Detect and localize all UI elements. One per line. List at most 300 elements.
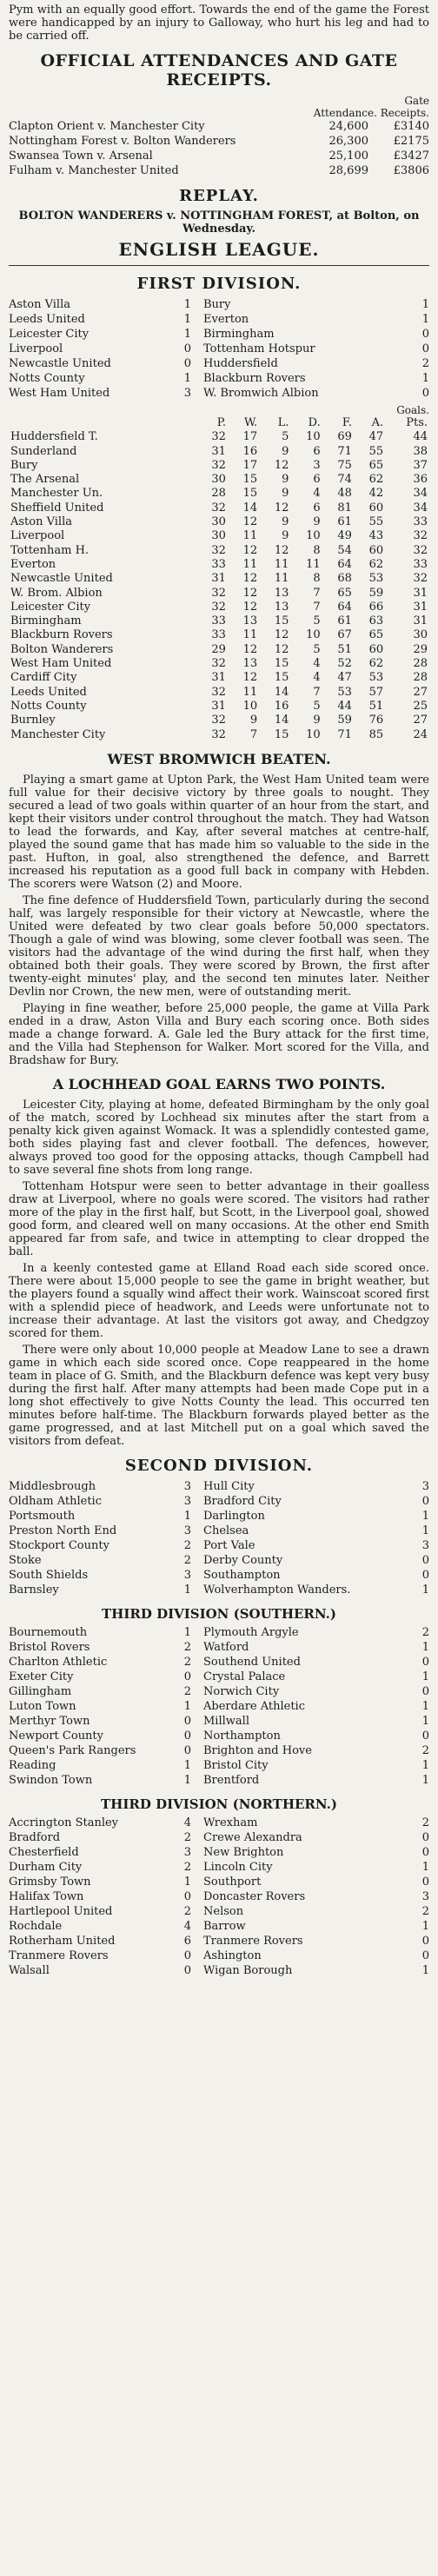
home-team: Charlton Athletic (9, 1655, 108, 1669)
table-cell: 75 (337, 458, 352, 472)
table-cell: 5 (313, 614, 321, 628)
table-cell: 11 (242, 628, 258, 642)
table-cell: 43 (368, 529, 384, 543)
home-team: Chesterfield (9, 1845, 79, 1859)
away-score: 0 (421, 342, 429, 355)
home-team: Walsall (9, 1963, 50, 1977)
table-cell: 65 (368, 628, 384, 642)
away-team: Ashington (203, 1949, 262, 1962)
away-team: Blackburn Rovers (203, 372, 306, 385)
table-cell: 62 (368, 557, 384, 571)
second-division-fixtures (9, 1479, 429, 1597)
away-team: W. Bromwich Albion (203, 387, 319, 400)
table-cell: 48 (337, 487, 352, 501)
home-score: 4 (183, 1919, 191, 1933)
first-division-fixtures (9, 297, 429, 401)
table-cell: 4 (313, 671, 321, 685)
table-cell: 33 (413, 557, 428, 571)
table-cell: 15 (274, 727, 289, 741)
wba-report (9, 773, 429, 1067)
away-score: 1 (421, 1860, 429, 1874)
home-score: 0 (183, 357, 191, 370)
away-score: 0 (421, 1684, 429, 1698)
home-team: Exeter City (9, 1670, 74, 1683)
away-score: 1 (421, 1963, 429, 1977)
table-cell: 32 (211, 685, 226, 699)
table-cell: 76 (368, 714, 384, 727)
fixture-row (9, 1845, 429, 1860)
table-cell: 9 (282, 487, 289, 501)
table-cell: 7 (313, 600, 321, 614)
home-score: 2 (183, 1904, 191, 1918)
table-row (9, 628, 429, 642)
table-cell: 34 (413, 487, 428, 501)
home-score: 2 (183, 1830, 191, 1844)
fixture-row (9, 1729, 429, 1743)
away-score: 1 (421, 1640, 429, 1654)
away-team: Doncaster Rovers (203, 1889, 306, 1903)
table-cell: 8 (313, 543, 321, 557)
gate-receipts: £3427 (393, 149, 429, 163)
away-score: 1 (421, 1583, 429, 1597)
away-team: Tottenham Hotspur (203, 342, 315, 355)
fixture-row (9, 1714, 429, 1729)
table-cell: 53 (368, 572, 384, 586)
table-team: Manchester City (10, 727, 106, 741)
away-team: Nelson (203, 1904, 244, 1918)
away-team: Wigan Borough (203, 1963, 293, 1977)
attendance-row (9, 134, 429, 149)
table-cell: 32 (413, 543, 428, 557)
fixture-row (9, 1919, 429, 1934)
home-score: 2 (183, 1553, 191, 1567)
home-score: 1 (183, 1875, 191, 1889)
home-score: 1 (183, 328, 191, 341)
table-cell: 15 (242, 487, 258, 501)
table-cell: 61 (337, 515, 352, 529)
league-table (9, 416, 429, 742)
home-score: 1 (183, 298, 191, 311)
table-cell: 33 (211, 557, 226, 571)
home-score: 1 (183, 1758, 191, 1772)
away-team: Derby County (203, 1553, 283, 1567)
table-cell: 12 (242, 586, 258, 600)
table-cell: 31 (413, 586, 428, 600)
away-score: 0 (421, 1494, 429, 1508)
table-cell: 42 (368, 487, 384, 501)
home-team: Luton Town (9, 1699, 76, 1713)
table-cell: 64 (337, 557, 352, 571)
table-cell: 9 (313, 515, 321, 529)
fixture-row (9, 1538, 429, 1553)
home-score: 3 (183, 387, 191, 400)
home-score: 0 (183, 342, 191, 355)
fixture-row (9, 1743, 429, 1758)
table-cell: 36 (413, 473, 428, 487)
home-team: Rochdale (9, 1919, 63, 1933)
table-cell: 14 (274, 714, 289, 727)
table-cell: 12 (242, 515, 258, 529)
table-team: The Arsenal (10, 473, 80, 487)
table-cell: 32 (211, 543, 226, 557)
table-column-header: W. (243, 416, 258, 429)
table-team: Blackburn Rovers (10, 628, 113, 642)
table-cell: 29 (211, 642, 226, 656)
table-cell: 32 (413, 529, 428, 543)
table-cell: 65 (368, 458, 384, 472)
away-score: 1 (421, 298, 429, 311)
table-cell: 34 (413, 501, 428, 515)
home-team: Accrington Stanley (9, 1816, 119, 1829)
table-cell: 24 (413, 727, 428, 741)
report-paragraph: Playing a smart game at Upton Park, the West Ham United team were full value for their decisive victory by three goals to nought. They secured a lead of two goals within quarter of an hour from the start, and kept their visitors under control throughout the match. They had Watson to lead the forwards, and Kay, after several matches at centre-half, played the sound game that has made him so valuable to the side in the past. Hufton, in goal, also strengthened the defence, and Barrett increased his reputation as a good full back in company with Hebden. The scorers were Watson (2) and Moore. (9, 773, 429, 891)
table-cell: 53 (368, 671, 384, 685)
away-score: 1 (421, 1758, 429, 1772)
gate-receipts: £3140 (393, 120, 429, 133)
table-cell: 66 (368, 600, 384, 614)
table-cell: 33 (211, 614, 226, 628)
first-division-title: FIRST DIVISION. (136, 275, 302, 293)
fixture-row (9, 1934, 429, 1949)
attendance-row (9, 163, 429, 178)
away-team: Brighton and Hove (203, 1743, 312, 1757)
table-column-header: A. (371, 416, 384, 429)
table-cell: 31 (211, 671, 226, 685)
report-paragraph: Leicester City, playing at home, defeated Birmingham by the only goal of the match, scored by Lochhead six minutes after the start from a penalty kick given against Womack. It was a splendidly contested game, both sides playing fast and clever football. The defences, however, always proved too good for the opposing attacks, though Campbell had to save several fine shots from long range. (9, 1098, 429, 1177)
home-score: 2 (183, 1538, 191, 1552)
attendance-list (9, 119, 429, 178)
table-team: Tottenham H. (10, 543, 90, 557)
fixture-row (9, 1655, 429, 1670)
away-score: 2 (421, 1743, 429, 1757)
replay-title: REPLAY. (179, 187, 259, 205)
table-cell: 44 (337, 699, 352, 713)
home-score: 3 (183, 1568, 191, 1582)
table-row (9, 572, 429, 586)
home-score: 2 (183, 1860, 191, 1874)
table-cell: 13 (274, 600, 289, 614)
table-column-header: D. (308, 416, 321, 429)
table-cell: 51 (368, 699, 384, 713)
attendance-receipts-label: Attendance. Receipts. (313, 107, 429, 119)
table-cell: 9 (249, 714, 258, 727)
table-cell: 51 (337, 642, 352, 656)
away-team: Northampton (203, 1729, 281, 1743)
home-team: West Ham United (9, 387, 110, 400)
away-score: 0 (421, 1934, 429, 1948)
table-cell: 60 (368, 543, 384, 557)
table-cell: 74 (337, 473, 352, 487)
table-cell: 32 (211, 714, 226, 727)
fixture-row (9, 1904, 429, 1919)
home-score: 0 (183, 1889, 191, 1903)
table-cell: 55 (368, 515, 384, 529)
home-team: Oldham Athletic (9, 1494, 102, 1508)
table-column-header: L. (277, 416, 289, 429)
home-score: 6 (183, 1934, 191, 1948)
away-score: 0 (421, 1875, 429, 1889)
home-score: 0 (183, 1714, 191, 1728)
table-cell: 32 (211, 600, 226, 614)
lead-paragraph: Pym with an equally good effort. Towards the end of the game the Forest were handicapped by an injury to Galloway, who hurt his leg and had to be carried off. (9, 3, 429, 43)
table-cell: 28 (211, 487, 226, 501)
home-team: Tranmere Rovers (9, 1949, 109, 1962)
away-score: 1 (421, 313, 429, 326)
league-table-header (9, 416, 429, 430)
table-cell: 12 (242, 572, 258, 586)
table-cell: 85 (368, 727, 384, 741)
home-team: Middlesbrough (9, 1479, 96, 1493)
table-cell: 37 (413, 458, 428, 472)
fixture-row (9, 1670, 429, 1684)
fixture-row (9, 1949, 429, 1963)
fixture-row (9, 342, 429, 356)
fixture-row (9, 1830, 429, 1845)
table-team: Notts County (10, 699, 87, 713)
attendance-count: 28,699 (328, 164, 368, 177)
table-cell: 69 (337, 430, 352, 444)
fixture-row (9, 297, 429, 312)
table-cell: 12 (242, 671, 258, 685)
table-cell: 4 (313, 657, 321, 671)
away-score: 0 (421, 1655, 429, 1669)
away-team: Aberdare Athletic (203, 1699, 305, 1713)
table-team: Bury (10, 458, 38, 472)
table-cell: 4 (313, 487, 321, 501)
table-column-header: Pts. (406, 416, 428, 429)
table-cell: 10 (242, 699, 258, 713)
table-cell: 71 (337, 727, 352, 741)
home-team: Rotherham United (9, 1934, 116, 1948)
table-cell: 9 (282, 473, 289, 487)
table-row (9, 671, 429, 685)
away-score: 1 (421, 1773, 429, 1787)
table-row (9, 459, 429, 473)
away-score: 3 (421, 1538, 429, 1552)
table-team: Leeds United (10, 685, 87, 699)
away-score: 2 (421, 1904, 429, 1918)
table-cell: 29 (413, 642, 428, 656)
home-team: Liverpool (9, 342, 63, 355)
table-row (9, 445, 429, 459)
table-cell: 3 (313, 458, 321, 472)
fixture-row (9, 1524, 429, 1538)
table-cell: 11 (242, 557, 258, 571)
table-cell: 38 (413, 444, 428, 458)
table-cell: 11 (242, 529, 258, 543)
table-cell: 30 (413, 628, 428, 642)
fixture-row (9, 1860, 429, 1875)
table-row (9, 700, 429, 714)
fixture-row (9, 1875, 429, 1889)
table-row (9, 686, 429, 700)
attendance-match: Fulham v. Manchester United (9, 164, 179, 177)
fixture-row (9, 1699, 429, 1714)
away-score: 0 (421, 1830, 429, 1844)
home-score: 0 (183, 1949, 191, 1962)
table-cell: 32 (211, 586, 226, 600)
home-team: Queen's Park Rangers (9, 1743, 136, 1757)
gate-label: Gate (404, 95, 429, 107)
home-team: Bournemouth (9, 1625, 88, 1639)
table-row (9, 515, 429, 529)
away-team: Darlington (203, 1509, 265, 1523)
away-score: 1 (421, 1714, 429, 1728)
home-team: Barnsley (9, 1583, 59, 1597)
table-cell: 53 (337, 685, 352, 699)
home-score: 3 (183, 1479, 191, 1493)
table-cell: 5 (313, 642, 321, 656)
home-team: Newcastle United (9, 357, 111, 370)
home-score: 1 (183, 1625, 191, 1639)
fixture-row (9, 1889, 429, 1904)
home-score: 1 (183, 1773, 191, 1787)
table-team: West Ham United (10, 657, 112, 671)
away-team: Plymouth Argyle (203, 1625, 299, 1639)
table-cell: 9 (313, 714, 321, 727)
table-cell: 12 (242, 642, 258, 656)
away-score: 0 (421, 1845, 429, 1859)
second-division-title: SECOND DIVISION. (124, 1456, 314, 1475)
table-cell: 65 (337, 586, 352, 600)
home-team: Halifax Town (9, 1889, 84, 1903)
table-cell: 47 (368, 430, 384, 444)
home-score: 3 (183, 1494, 191, 1508)
home-team: Bristol Rovers (9, 1640, 90, 1654)
table-cell: 60 (368, 642, 384, 656)
home-score: 1 (183, 372, 191, 385)
table-cell: 61 (337, 614, 352, 628)
table-team: Huddersfield T. (10, 430, 98, 444)
table-cell: 52 (337, 657, 352, 671)
table-team: W. Brom. Albion (10, 586, 103, 600)
table-cell: 32 (211, 657, 226, 671)
home-team: South Shields (9, 1568, 89, 1582)
table-row (9, 614, 429, 628)
table-cell: 15 (274, 671, 289, 685)
home-score: 2 (183, 1684, 191, 1698)
home-score: 2 (183, 1655, 191, 1669)
table-row (9, 728, 429, 742)
attendances-title: OFFICIAL ATTENDANCES AND GATE RECEIPTS. (40, 51, 398, 90)
away-team: Millwall (203, 1714, 249, 1728)
gate-receipts: £2175 (393, 135, 429, 148)
table-cell: 63 (368, 614, 384, 628)
away-score: 2 (421, 1816, 429, 1829)
third-south-title: THIRD DIVISION (SOUTHERN.) (102, 1605, 336, 1622)
report-paragraph: Tottenham Hotspur were seen to better advantage in their goalless draw at Liverpool, where no goals were scored. The visitors had rather more of the play in the first half, but Scott, in the Liverpool goal, showed good form, and cleared well on many occasions. At the other end Smith appeared far from safe, and twice in attempting to clear dropped the ball. (9, 1179, 429, 1258)
table-cell: 9 (282, 529, 289, 543)
table-cell: 57 (368, 685, 384, 699)
table-cell: 25 (413, 699, 428, 713)
table-cell: 12 (242, 543, 258, 557)
table-cell: 71 (337, 444, 352, 458)
away-score: 0 (421, 1949, 429, 1962)
attendance-match: Swansea Town v. Arsenal (9, 149, 153, 163)
home-team: Leeds United (9, 313, 85, 326)
attendance-match: Clapton Orient v. Manchester City (9, 120, 205, 133)
home-team: Portsmouth (9, 1509, 76, 1523)
table-cell: 14 (242, 501, 258, 515)
table-cell: 16 (242, 444, 258, 458)
fixture-row (9, 1963, 429, 1978)
table-cell: 12 (274, 501, 289, 515)
table-cell: 13 (242, 614, 258, 628)
away-score: 0 (421, 1553, 429, 1567)
away-score: 2 (421, 1625, 429, 1639)
fixture-row (9, 1773, 429, 1788)
table-cell: 17 (242, 458, 258, 472)
away-score: 2 (421, 357, 429, 370)
table-cell: 7 (313, 685, 321, 699)
table-cell: 10 (306, 529, 321, 543)
attendance-row (9, 149, 429, 163)
table-cell: 30 (211, 529, 226, 543)
table-team: Leicester City (10, 600, 91, 614)
away-score: 1 (421, 1919, 429, 1933)
report-paragraph: Playing in fine weather, before 25,000 people, the game at Villa Park ended in a draw, Aston Villa and Bury each scoring once. Both sides made a change forward. A. Gale led the Bury attack for the first time, and the Villa had Stephenson for Walker. Mort scored for the Villa, and Bradshaw for Bury. (9, 1001, 429, 1067)
away-score: 0 (421, 1568, 429, 1582)
table-cell: 11 (242, 685, 258, 699)
table-row (9, 529, 429, 543)
away-team: Bristol City (203, 1758, 269, 1772)
table-column-header: P. (216, 416, 226, 429)
table-cell: 9 (282, 444, 289, 458)
table-team: Newcastle United (10, 572, 113, 586)
table-cell: 31 (413, 614, 428, 628)
away-score: 1 (421, 372, 429, 385)
table-cell: 11 (274, 557, 289, 571)
report-paragraph: There were only about 10,000 people at Meadow Lane to see a drawn game in which each side scored once. Cope reappeared in the home team in place of G. Smith, and the Blackburn defence was kept very busy during the first half. After many attempts had been made Cope put in a long shot effectively to give Notts County the lead. This occurred ten minutes before half-time. The Blackburn forwards played better as the game progressed, and at last Mitchell put on a goal which saved the visitors from defeat. (9, 1343, 429, 1448)
away-score: 1 (421, 1509, 429, 1523)
table-cell: 55 (368, 444, 384, 458)
fixture-row (9, 1625, 429, 1640)
away-team: Lincoln City (203, 1860, 273, 1874)
fixture-row (9, 1494, 429, 1509)
table-cell: 12 (274, 628, 289, 642)
table-cell: 31 (413, 600, 428, 614)
table-cell: 8 (313, 572, 321, 586)
table-row (9, 473, 429, 487)
table-cell: 68 (337, 572, 352, 586)
fixture-row (9, 386, 429, 401)
table-team: Aston Villa (10, 515, 72, 529)
home-score: 0 (183, 1729, 191, 1743)
home-team: Hartlepool United (9, 1904, 113, 1918)
table-cell: 32 (211, 458, 226, 472)
home-team: Swindon Town (9, 1773, 93, 1787)
lochhead-title: A LOCHHEAD GOAL EARNS TWO POINTS. (52, 1075, 386, 1092)
away-team: Southampton (203, 1568, 281, 1582)
lochhead-report (9, 1099, 429, 1448)
table-cell: 9 (282, 515, 289, 529)
table-cell: 32 (211, 501, 226, 515)
table-cell: 33 (211, 628, 226, 642)
table-team: Everton (10, 557, 56, 571)
home-score: 4 (183, 1816, 191, 1829)
table-cell: 14 (274, 685, 289, 699)
fixture-row (9, 1816, 429, 1830)
home-team: Leicester City (9, 328, 90, 341)
fixture-row (9, 1583, 429, 1597)
fixture-row (9, 1640, 429, 1655)
home-team: Merthyr Town (9, 1714, 90, 1728)
table-team: Bolton Wanderers (10, 642, 114, 656)
table-cell: 7 (249, 727, 258, 741)
table-cell: 12 (274, 543, 289, 557)
table-cell: 28 (413, 657, 428, 671)
home-team: Durham City (9, 1860, 83, 1874)
